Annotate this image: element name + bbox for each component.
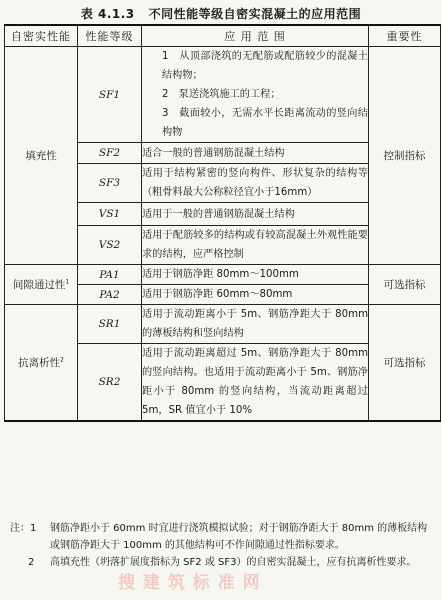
header-performance: 自密实性能: [5, 25, 78, 47]
grade-cell: SF3: [78, 164, 142, 203]
watermark: 搜 建 筑 标 准 网: [118, 573, 261, 593]
application-cell: 适合一般的普通钢筋混凝土结构: [142, 143, 369, 164]
grade-cell: PA2: [78, 285, 142, 305]
grade-cell: SF1: [78, 47, 142, 143]
group-passing: 间隙通过性$^1$: [5, 265, 78, 305]
header-importance: 重要性: [369, 25, 441, 47]
note-text: 钢筋净距小于 60mm 时宜进行浇筑模拟试验；对于钢筋净距大于 80mm 的薄板结构或钢筋净距大于 100mm 的其他结构可不作间隙通过性指标要求。: [50, 523, 428, 551]
grade-cell: SF2: [78, 143, 142, 164]
application-cell: 适用于配筋较多的结构或有较高混凝土外观性能要求的结构，应严格控制: [142, 226, 369, 265]
table-notes: [10, 520, 436, 571]
grade-cell: VS1: [78, 203, 142, 226]
application-cell: 适用于流动距离小于 5m、钢筋净距大于 80mm 的薄板结构和竖向结构: [142, 305, 369, 344]
application-range-table: [4, 24, 441, 422]
importance-filling: 控制指标: [369, 47, 441, 265]
grade-cell: PA1: [78, 265, 142, 285]
table-row: [5, 305, 441, 344]
group-segregation: 抗离析性$^2$: [5, 305, 78, 422]
importance-passing: 可选指标: [369, 265, 441, 305]
application-cell: 适用于钢筋净距 80mm～100mm: [142, 265, 369, 285]
table-caption: [0, 5, 442, 22]
grade-cell: SR1: [78, 305, 142, 344]
application-cell: 适用于钢筋净距 60mm～80mm: [142, 285, 369, 305]
note-text: 高填充性（坍落扩展度指标为 SF2 或 SF3）的自密实混凝土，应有抗离析性要求。: [50, 557, 417, 568]
grade-cell: SR2: [78, 344, 142, 422]
table-title: 不同性能等级自密实混凝土的应用范围: [148, 7, 362, 21]
table-row: [5, 265, 441, 285]
note-label: 2: [28, 557, 35, 568]
table-header-row: [5, 25, 441, 47]
header-grade: 性能等级: [78, 25, 142, 47]
note-label: 注：1: [10, 523, 37, 534]
importance-segregation: 可选指标: [369, 305, 441, 422]
grade-cell: VS2: [78, 226, 142, 265]
group-filling: 填充性: [5, 47, 78, 265]
note-1: [10, 520, 436, 554]
application-cell: 适用于一般的普通钢筋混凝土结构: [142, 203, 369, 226]
header-application: 应 用 范 围: [142, 25, 369, 47]
table-number: 表 4.1.3: [80, 7, 135, 21]
table-row: [5, 47, 441, 143]
application-cell: 1 从顶部浇筑的无配筋或配筋较少的混凝土结构物； 2 泵送浇筑施工的工程； 3 截面较小，无需水平长距离流动的竖向结构物: [142, 47, 369, 143]
application-cell: 适用于结构紧密的竖向构件、形状复杂的结构等（粗骨料最大公称粒径宜小于16mm）: [142, 164, 369, 203]
application-cell: 适用于流动距离超过 5m、钢筋净距大于 80mm 的竖向结构。也适用于流动距离小于 5m、钢筋净距小于 80mm 的竖向结构，当流动距离超过 5m，SR 值宜小于 10%: [142, 344, 369, 422]
